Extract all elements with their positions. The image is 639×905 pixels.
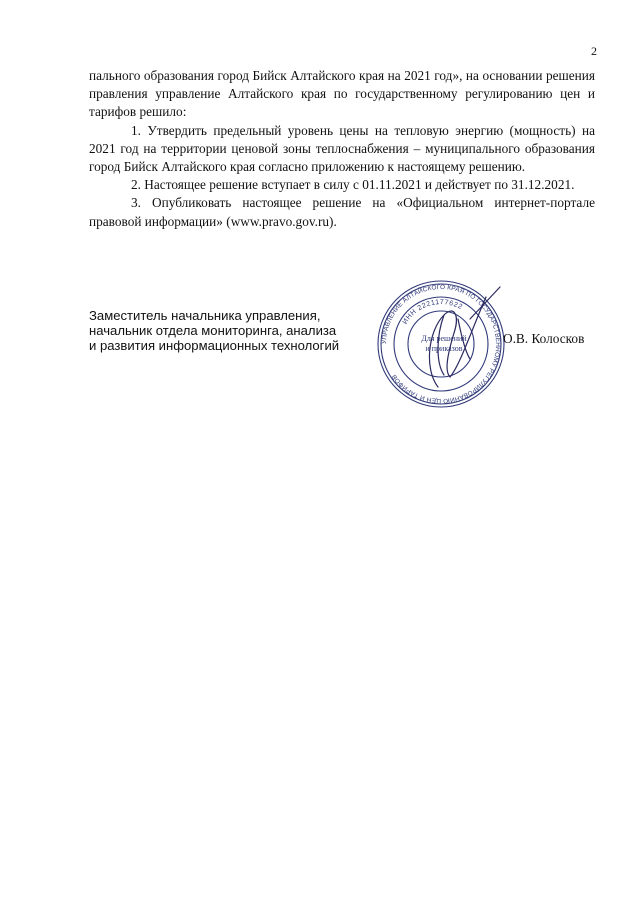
seal-center-line: Для решений [421, 334, 467, 343]
seal-center-line: и приказов [425, 344, 463, 353]
position-line: начальник отдела мониторинга, анализа [89, 323, 337, 338]
official-seal [374, 279, 509, 409]
page-number: 2 [591, 44, 597, 58]
paragraph-item-1: 1. Утвердить предельный уровень цены на тепловую энергию (мощность) на 2021 год на территории ценовой зоны теплоснабжения – муниципального образования город Бийск Алтайского края согласно приложению к настоящему решению. [89, 122, 595, 175]
decision-text [89, 67, 595, 231]
paragraph-item-2: 2. Настоящее решение вступает в силу с 01.11.2021 и действует по 31.12.2021. [131, 177, 575, 193]
signatory-name: О.В. Колосков [503, 331, 585, 346]
position-line: и развития информационных технологий [89, 338, 340, 353]
seal-with-signature [374, 279, 509, 409]
signatory-position [89, 308, 339, 353]
paragraph-preamble: пального образования город Бийск Алтайского края на 2021 год», на основании решения правления управление Алтайского края по государственному регулированию цен и тарифов решило: [89, 68, 595, 120]
seal-inn-text: ИНН 2221177622 [401, 298, 464, 326]
seal-outer-text: УПРАВЛЕНИЕ АЛТАЙСКОГО КРАЯ ПО ГОСУДАРСТВЕННОМУ РЕГУЛИРОВАНИЮ ЦЕН И ТАРИФОВ [380, 283, 502, 405]
position-line: Заместитель начальника управления, [89, 308, 321, 323]
paragraph-item-3: 3. Опубликовать настоящее решение на «Официальном интернет-портале правовой информации» (www.pravo.gov.ru). [89, 195, 595, 229]
